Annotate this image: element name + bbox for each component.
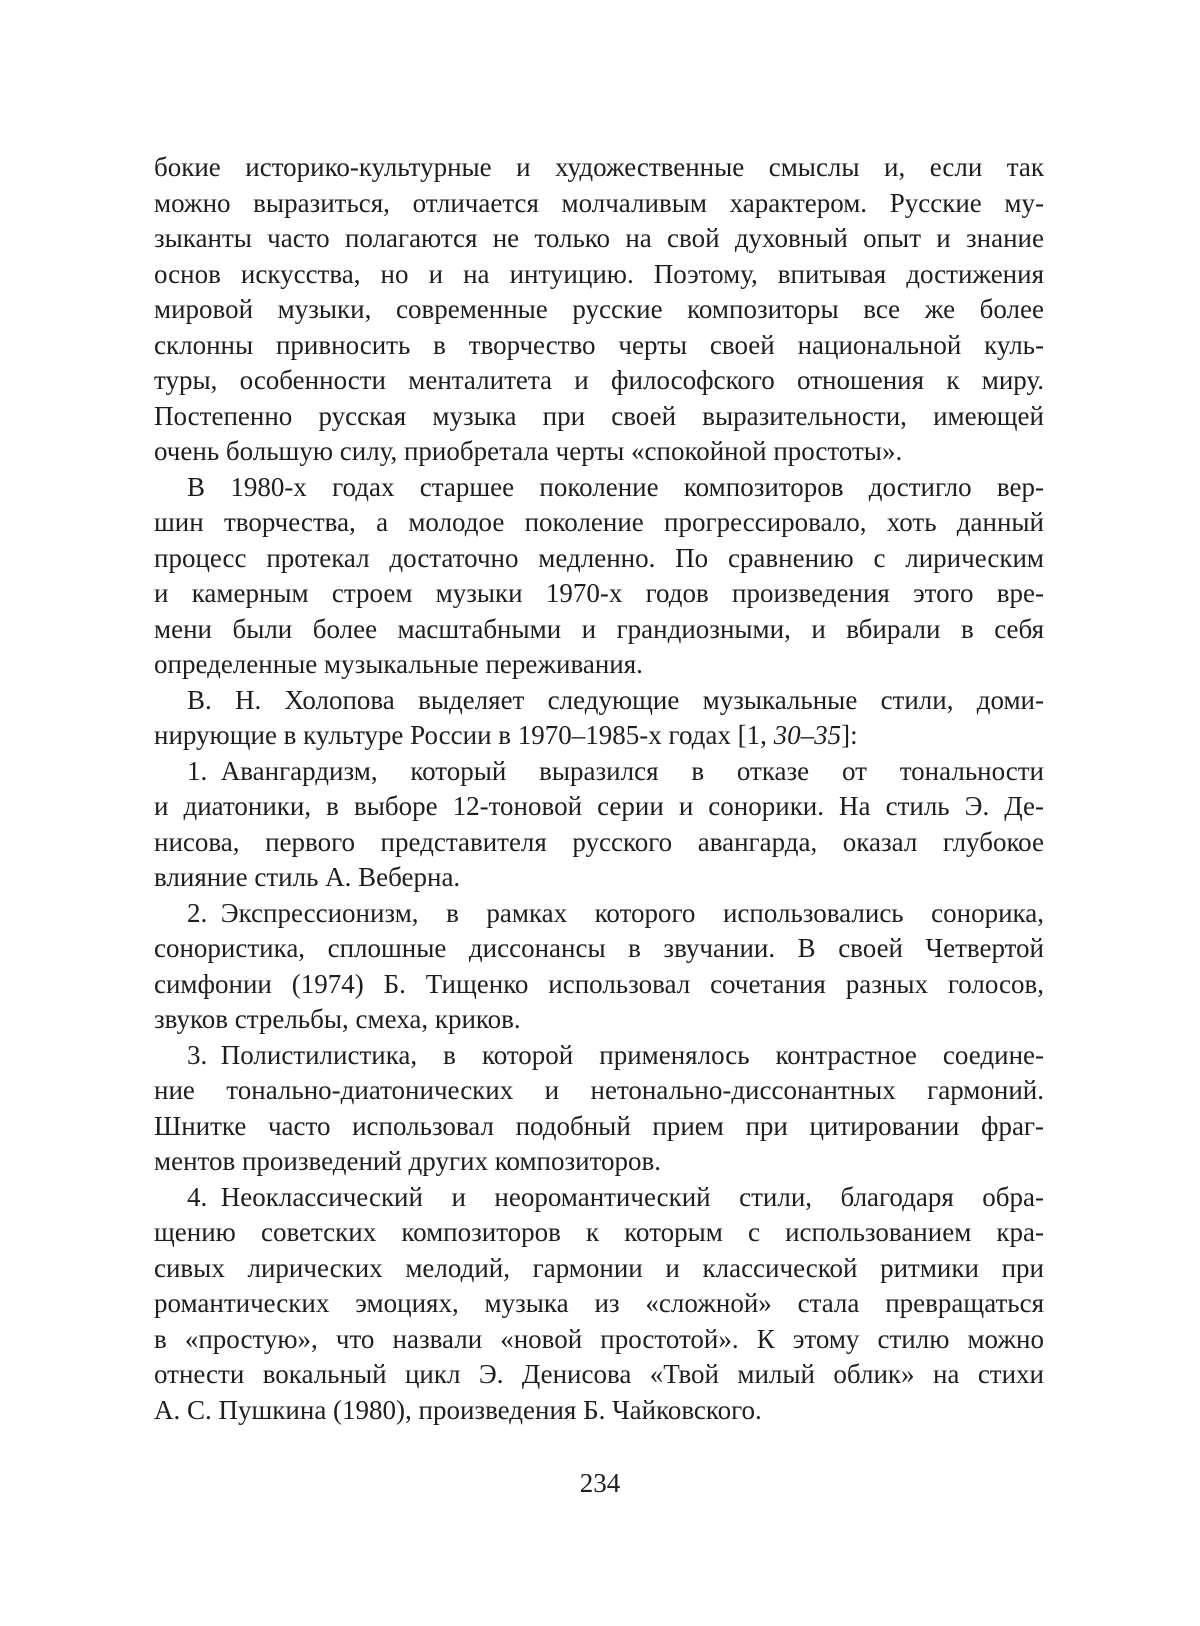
text-line	[154, 1038, 1044, 1074]
paragraph	[154, 1038, 1044, 1180]
text-line	[154, 505, 1044, 541]
text-segment: основ искусства, но и на интуицию. Поэтому, впитывая достижения	[154, 258, 1044, 289]
text-line	[154, 221, 1044, 257]
text-segment: бокие историко-культурные и художественные смыслы и, если так	[154, 152, 1044, 182]
text-line	[154, 1322, 1044, 1358]
text-segment: и камерным строем музыки 1970-х годов произведения этого вре-	[154, 578, 1044, 608]
text-line	[154, 1002, 1044, 1038]
text-block	[154, 150, 1044, 1428]
text-segment: В 1980-х годах старшее поколение композиторов достигло вер-	[187, 471, 1044, 502]
paragraph	[154, 683, 1044, 754]
text-line	[154, 1393, 1044, 1429]
text-segment: определенные музыкальные переживания.	[154, 649, 643, 679]
text-segment: процесс протекал достаточно медленно. По сравнению с лирическим	[154, 542, 1044, 573]
text-segment: сивых лирических мелодий, гармонии и классической ритмики при	[154, 1252, 1044, 1283]
text-segment: Шнитке часто использовал подобный прием при цитировании фраг-	[154, 1110, 1044, 1141]
text-line	[154, 754, 1044, 790]
text-line	[154, 292, 1044, 328]
text-segment: романтических эмоциях, музыка из «сложной» стала превращаться	[154, 1288, 1044, 1318]
text-line	[154, 1144, 1044, 1180]
text-segment: 1. Авангардизм, который выразился в отказе от тональности	[187, 755, 1044, 786]
text-line	[154, 434, 1044, 470]
text-segment: ментов произведений других композиторов.	[154, 1146, 662, 1176]
text-line	[154, 896, 1044, 932]
text-line	[154, 860, 1044, 896]
text-segment: склонны привносить в творчество черты своей национальной куль-	[154, 329, 1044, 360]
text-segment: ние тонально-диатонических и нетонально-диссонантных гармоний.	[154, 1075, 1044, 1105]
text-segment: в «простую», что назвали «новой простотой». К этому стилю можно	[154, 1323, 1044, 1354]
text-line	[154, 399, 1044, 435]
text-line	[154, 186, 1044, 222]
paragraph	[154, 896, 1044, 1038]
paragraph	[154, 754, 1044, 896]
text-line	[154, 576, 1044, 612]
text-segment: В. Н. Холопова выделяет следующие музыкальные стили, доми-	[187, 684, 1044, 715]
text-line	[154, 1286, 1044, 1322]
text-line	[154, 931, 1044, 967]
text-segment: щению советских композиторов к которым с использованием кра-	[154, 1217, 1044, 1247]
text-segment: ]:	[841, 720, 858, 750]
text-segment: А. С. Пушкина (1980), произведения Б. Чайковского.	[154, 1394, 762, 1425]
text-line	[154, 470, 1044, 506]
text-segment: очень большую силу, приобретала черты «спокойной простоты».	[154, 436, 903, 466]
text-segment: туры, особенности менталитета и философского отношения к миру.	[154, 365, 1044, 395]
text-line	[154, 1357, 1044, 1393]
text-segment: отнести вокальный цикл Э. Денисова «Твой милый облик» на стихи	[154, 1359, 1044, 1389]
text-line	[154, 541, 1044, 577]
text-segment: влияние стиль А. Веберна.	[154, 862, 461, 892]
text-segment: 4. Неоклассический и неоромантический стили, благодаря обра-	[187, 1181, 1044, 1212]
text-line	[154, 257, 1044, 293]
text-line	[154, 328, 1044, 364]
text-segment: мени были более масштабными и грандиозными, и вбирали в себя	[154, 613, 1044, 644]
text-line	[154, 718, 1044, 754]
text-segment: Постепенно русская музыка при своей выразительности, имеющей	[154, 400, 1044, 431]
text-segment: симфонии (1974) Б. Тищенко использовал сочетания разных голосов,	[154, 968, 1044, 999]
text-line	[154, 1180, 1044, 1216]
text-line	[154, 1109, 1044, 1145]
text-line	[154, 612, 1044, 648]
text-segment: мировой музыки, современные русские композиторы все же более	[154, 294, 1044, 324]
text-line	[154, 1073, 1044, 1109]
text-line	[154, 647, 1044, 683]
text-segment: и диатоники, в выборе 12-тоновой серии и сонорики. На стиль Э. Де-	[154, 791, 1044, 821]
italic-text-segment: 30–35	[773, 720, 842, 750]
text-line	[154, 683, 1044, 719]
text-segment: 3. Полистилистика, в которой применялось контрастное соедине-	[187, 1039, 1044, 1070]
page-number: 234	[579, 1468, 621, 1498]
text-segment: нисова, первого представителя русского авангарда, оказал глубокое	[154, 826, 1044, 857]
text-line	[154, 150, 1044, 186]
text-segment: зыканты часто полагаются не только на свой духовный опыт и знание	[154, 223, 1044, 253]
text-line	[154, 789, 1044, 825]
text-segment: можно выразиться, отличается молчаливым характером. Русские му-	[154, 187, 1044, 218]
text-segment: шин творчества, а молодое поколение прогрессировало, хоть данный	[154, 507, 1044, 537]
text-line	[154, 825, 1044, 861]
paragraph	[154, 470, 1044, 683]
text-line	[154, 967, 1044, 1003]
text-segment: 2. Экспрессионизм, в рамках которого использовались сонорика,	[187, 897, 1044, 928]
text-segment: сонористика, сплошные диссонансы в звучании. В своей Четвертой	[154, 933, 1044, 963]
text-segment: звуков стрельбы, смеха, криков.	[154, 1004, 521, 1034]
text-line	[154, 1215, 1044, 1251]
paragraph	[154, 150, 1044, 470]
text-line	[154, 363, 1044, 399]
paragraph	[154, 1180, 1044, 1429]
text-line	[154, 1251, 1044, 1287]
text-segment: нирующие в культуре России в 1970–1985-х годах [1,	[154, 720, 774, 750]
